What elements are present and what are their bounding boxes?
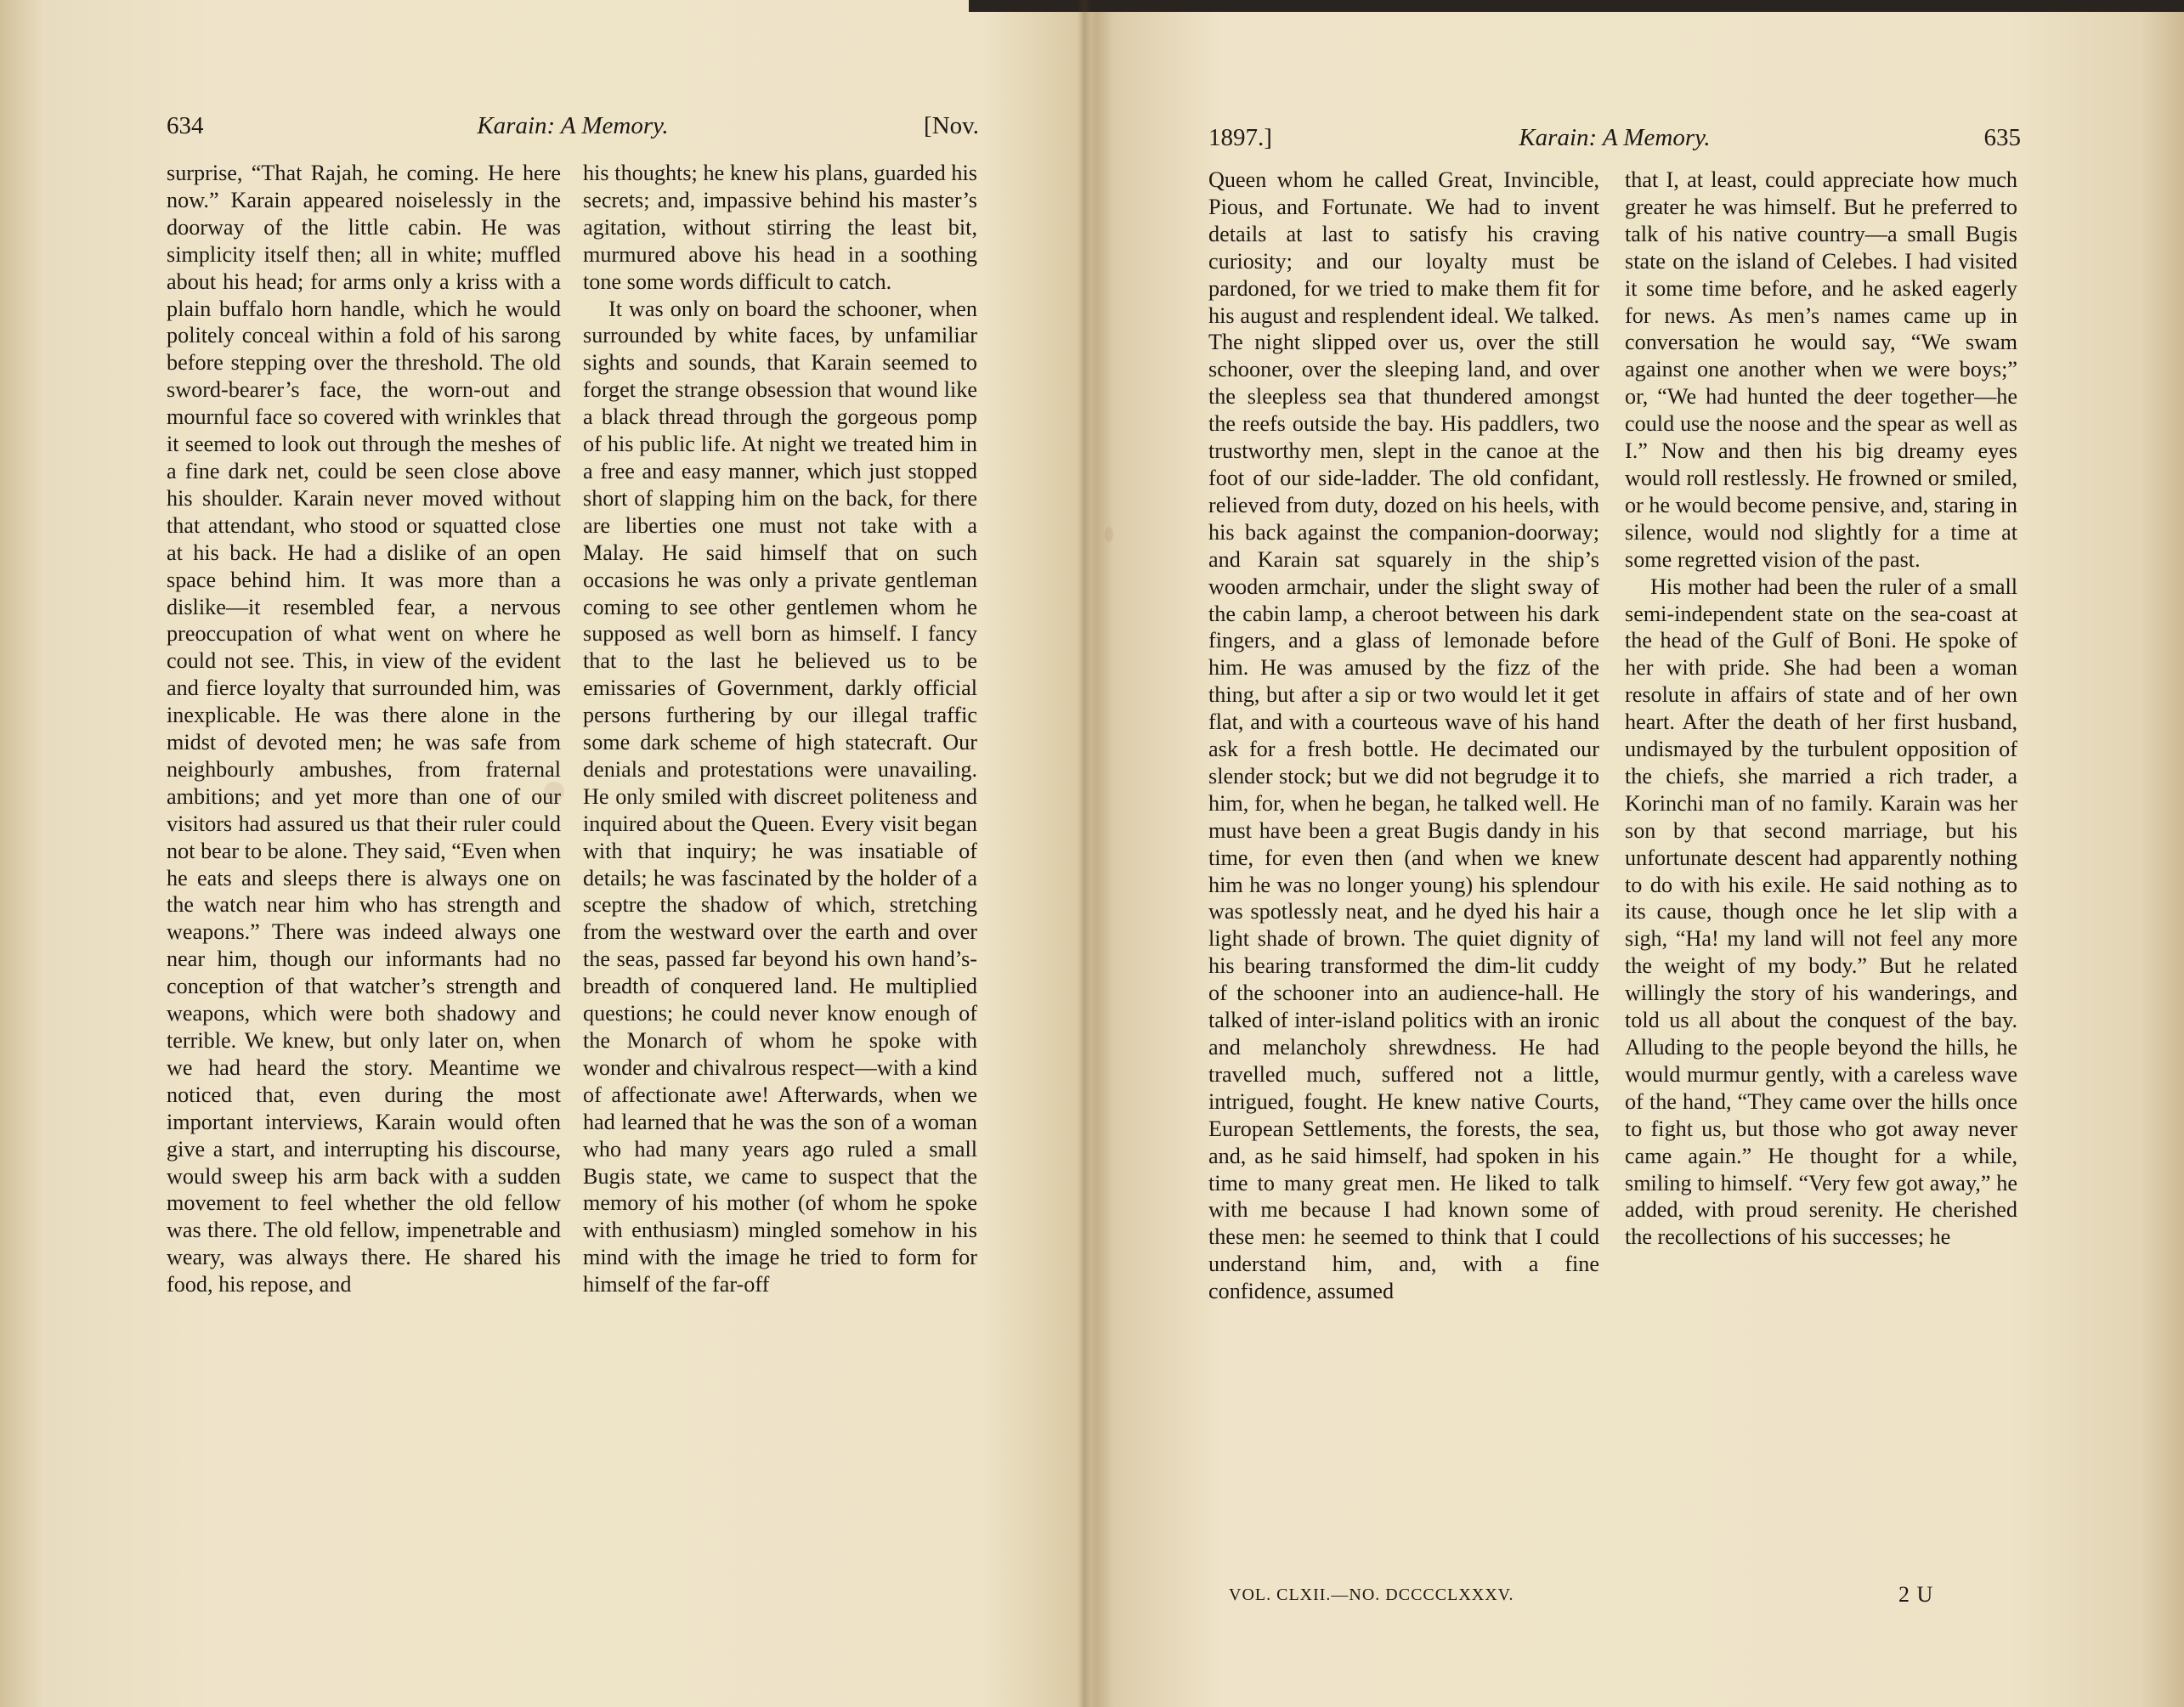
signature-mark: 2 U <box>1898 1582 1934 1607</box>
text-column <box>1625 167 2017 1251</box>
text-column <box>583 160 977 1298</box>
text-column <box>1208 167 1599 1305</box>
text-column <box>167 160 561 1298</box>
running-title: Karain: A Memory. <box>477 112 669 139</box>
volume-signature: VOL. CLXII.—NO. DCCCCLXXXV. <box>1229 1585 1514 1604</box>
running-date: 1897.] <box>1208 124 1272 151</box>
running-month: [Nov. <box>924 112 979 139</box>
right-page <box>1091 0 2184 1707</box>
paragraph: his thoughts; he knew his plans, guarded his secrets; and, impassive behind his master’s agitation, without stirring the least bit, murmured above his head in a soothing tone some words difficult to catch. <box>583 161 977 294</box>
book-gutter <box>1078 0 1091 1707</box>
left-page <box>0 0 1079 1707</box>
page-number: 634 <box>167 112 204 139</box>
running-title: Karain: A Memory. <box>1519 124 1711 151</box>
paragraph: His mother had been the ruler of a small semi-independent state on the sea-coast at the head of the Gulf of Boni. He spoke of her with pride. She had been a woman resolute in affairs of state and of her own heart. After the death of her first husband, undismayed by the turbulent opposition of the chiefs, she married a rich trader, a Korinchi man of no family. Karain was her son by that second marriage, but his unfortunate descent had apparently nothing to do with his exile. He said nothing as to its cause, though once he let slip with a sigh, “Ha! my land will not feel any more the weight of my body.” But he related willingly the story of his wanderings, and told us all about the conquest of the bay. Alluding to the people beyond the hills, he would murmur gently, with a careless wave of the hand, “They came over the hills once to fight us, but those who got away never came again.” He thought for a while, smiling to himself. “Very few got away,” he added, with proud serenity. He cherished the recollections of his successes; he <box>1625 574 2017 1250</box>
page-number: 635 <box>1983 124 2021 151</box>
running-head <box>167 107 979 144</box>
paragraph: that I, at least, could appreciate how much greater he was himself. But he preferred to talk of his native country—a small Bugis state on the island of Celebes. I had visited it some time before, and he asked eagerly for news. As men’s names came up in conversation he would say, “We swam against one another when we were boys;” or, “We had hunted the deer together—he could use the noose and the spear as well as I.” Now and then his big dreamy eyes would roll restlessly. He frowned or smiled, or he would become pensive, and, staring in silence, would nod slightly for a time at some regretted vision of the past. <box>1625 167 2017 572</box>
running-head <box>1208 119 2021 156</box>
paragraph: It was only on board the schooner, when surrounded by white faces, by unfamiliar sights and sounds, that Karain seemed to forget the strange obsession that wound like a black thread through the gorgeous pomp of his public life. At night we treated him in a free and easy manner, which just stopped short of slapping him on the back, for there are liberties one must not take with a Malay. He said himself that on such occasions he was only a private gentleman coming to see other gentlemen whom he supposed as well born as himself. I fancy that to the last he believed us to be emissaries of Government, darkly official persons furthering by our illegal traffic some dark scheme of high statecraft. Our denials and protestations were unavailing. He only smiled with discreet politeness and inquired about the Queen. Every visit began with that inquiry; he was insatiable of details; he was fascinated by the holder of a sceptre the shadow of which, stretching from the westward over the earth and over the seas, passed far beyond his own hand’s-breadth of conquered land. He multiplied questions; he could never know enough of the Monarch of whom he spoke with wonder and chivalrous respect—with a kind of affectionate awe! Afterwards, when we had learned that he was the son of a woman who had many years ago ruled a small Bugis state, we came to suspect that the memory of his mother (of whom he spoke with enthusiasm) mingled somehow in his mind with the image he tried to form for himself of the far-off <box>583 296 977 1297</box>
paragraph: Queen whom he called Great, Invincible, Pious, and Fortunate. We had to invent details at last to satisfy his craving curiosity; and our loyalty must be pardoned, for we tried to make them fit for his august and resplendent ideal. We talked. The night slipped over us, over the still schooner, over the sleeping land, and over the sleepless sea that thundered amongst the reefs outside the bay. His paddlers, two trustworthy men, slept in the canoe at the foot of our side-ladder. The old confidant, relieved from duty, dozed on his heels, with his back against the companion-doorway; and Karain sat squarely in the ship’s wooden armchair, under the slight sway of the cabin lamp, a cheroot between his dark fingers, and a glass of lemonade before him. He was amused by the fizz of the thing, but after a sip or two would let it get flat, and with a courteous wave of his hand ask for a fresh bottle. He decimated our slender stock; but we did not begrudge it to him, for, when he began, he talked well. He must have been a great Bugis dandy in his time, for even then (and when we knew him he was no longer young) his splendour was spotlessly neat, and he dyed his hair a light shade of brown. The quiet dignity of his bearing transformed the dim-lit cuddy of the schooner into an audience-hall. He talked of inter-island politics with an ironic and melancholy shrewdness. He had travelled much, suffered not a little, intrigued, fought. He knew native Courts, European Settlements, the forests, the sea, and, as he said himself, had spoken in his time to many great men. He liked to talk with me because I had known some of these men: he seemed to think that I could understand him, and, with a fine confidence, assumed <box>1208 167 1599 1304</box>
paragraph: surprise, “That Rajah, he coming. He here now.” Karain appeared noiselessly in the doorway of the little cabin. He was simplicity itself then; all in white; muffled about his head; for arms only a kriss with a plain buffalo horn handle, which he would politely conceal within a fold of his sarong before stepping over the threshold. The old sword-bearer’s face, the worn-out and mournful face so covered with wrinkles that it seemed to look out through the meshes of a fine dark net, could be seen close above his shoulder. Karain never moved without that attendant, who stood or squatted close at his back. He had a dislike of an open space behind him. It was more than a dislike—it resembled fear, a nervous preoccupation of what went on where he could not see. This, in view of the evident and fierce loyalty that surrounded him, was inexplicable. He was there alone in the midst of devoted men; he was safe from neighbourly ambushes, from fraternal ambitions; and yet more than one of our visitors had assured us that their ruler could not bear to be alone. They said, “Even when he eats and sleeps there is always one on the watch near him who has strength and weapons.” There was indeed always one near him, though our informants had no conception of that watcher’s strength and weapons, which were both shadowy and terrible. We knew, but only later on, when we had heard the story. Meantime we noticed that, even during the most important interviews, Karain would often give a start, and interrupting his discourse, would sweep his arm back with a sudden movement to feel whether the old fellow was there. The old fellow, impenetrable and weary, was always there. He shared his food, his repose, and <box>167 161 561 1297</box>
